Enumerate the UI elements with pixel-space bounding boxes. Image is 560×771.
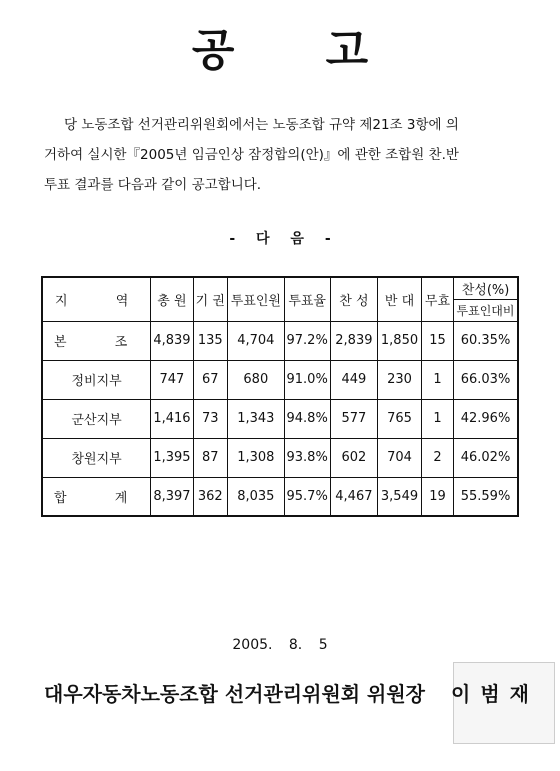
cell-region: 군산지부 <box>42 399 151 438</box>
header-absent: 기 권 <box>193 277 227 321</box>
cell-region: 합 계 <box>42 477 151 516</box>
cell-absent: 87 <box>193 438 227 477</box>
cell-approve: 577 <box>330 399 378 438</box>
cell-approve: 4,467 <box>330 477 378 516</box>
table-row <box>42 438 518 477</box>
vote-results-table <box>41 276 519 517</box>
cell-total: 747 <box>151 360 193 399</box>
cell-approval-pct: 66.03% <box>454 360 518 399</box>
cell-voters: 1,343 <box>227 399 284 438</box>
notice-date: 2005. 8. 5 <box>232 637 328 653</box>
signature-org: 대우자동차노동조합 선거관리위원회 위원장 <box>44 682 426 706</box>
header-total: 총 원 <box>151 277 193 321</box>
cell-turnout: 93.8% <box>284 438 330 477</box>
cell-total: 1,395 <box>151 438 193 477</box>
cell-oppose: 765 <box>378 399 422 438</box>
cell-turnout: 94.8% <box>284 399 330 438</box>
cell-voters: 1,308 <box>227 438 284 477</box>
cell-oppose: 1,850 <box>378 321 422 360</box>
cell-region: 본 조 <box>42 321 151 360</box>
cell-region: 정비지부 <box>42 360 151 399</box>
cell-voters: 8,035 <box>227 477 284 516</box>
cell-invalid: 1 <box>421 360 453 399</box>
header-region: 지 역 <box>42 277 151 321</box>
cell-absent: 135 <box>193 321 227 360</box>
cell-invalid: 2 <box>421 438 453 477</box>
table-row-total <box>42 477 518 516</box>
cell-turnout: 95.7% <box>284 477 330 516</box>
cell-voters: 680 <box>227 360 284 399</box>
table-row <box>42 321 518 360</box>
cell-invalid: 15 <box>421 321 453 360</box>
cell-invalid: 1 <box>421 399 453 438</box>
notice-title: 공 고 <box>191 25 407 76</box>
cell-absent: 73 <box>193 399 227 438</box>
header-invalid: 무효 <box>421 277 453 321</box>
header-approve: 찬 성 <box>330 277 378 321</box>
section-subtitle: - 다 음 - <box>229 231 331 247</box>
header-approval-pct: 찬성(%) <box>454 277 518 299</box>
notice-body-line-3: 투표 결과를 다음과 같이 공고합니다. <box>44 177 262 193</box>
cell-oppose: 3,549 <box>378 477 422 516</box>
cell-approval-pct: 42.96% <box>454 399 518 438</box>
notice-body <box>44 110 524 200</box>
header-voters: 투표인원 <box>227 277 284 321</box>
cell-turnout: 97.2% <box>284 321 330 360</box>
cell-oppose: 230 <box>378 360 422 399</box>
cell-invalid: 19 <box>421 477 453 516</box>
signature-name: 이범재 <box>451 682 539 706</box>
cell-region: 창원지부 <box>42 438 151 477</box>
cell-oppose: 704 <box>378 438 422 477</box>
cell-turnout: 91.0% <box>284 360 330 399</box>
cell-voters: 4,704 <box>227 321 284 360</box>
cell-approval-pct: 46.02% <box>454 438 518 477</box>
cell-absent: 67 <box>193 360 227 399</box>
cell-total: 8,397 <box>151 477 193 516</box>
notice-body-line-1: 당 노동조합 선거관리위원회에서는 노동조합 규약 제21조 3항에 의 <box>64 117 459 133</box>
cell-total: 1,416 <box>151 399 193 438</box>
cell-approve: 449 <box>330 360 378 399</box>
cell-approval-pct: 60.35% <box>454 321 518 360</box>
table-row <box>42 360 518 399</box>
notice-body-line-2: 거하여 실시한『2005년 임금인상 잠정합의(안)』에 관한 조합원 찬.반 <box>44 147 459 163</box>
cell-absent: 362 <box>193 477 227 516</box>
cell-approval-pct: 55.59% <box>454 477 518 516</box>
signature-line <box>44 678 539 707</box>
table-row <box>42 399 518 438</box>
cell-total: 4,839 <box>151 321 193 360</box>
cell-approve: 602 <box>330 438 378 477</box>
header-oppose: 반 대 <box>378 277 422 321</box>
header-turnout: 투표율 <box>284 277 330 321</box>
cell-approve: 2,839 <box>330 321 378 360</box>
header-approval-pct-sub: 투표인대비 <box>454 299 518 321</box>
